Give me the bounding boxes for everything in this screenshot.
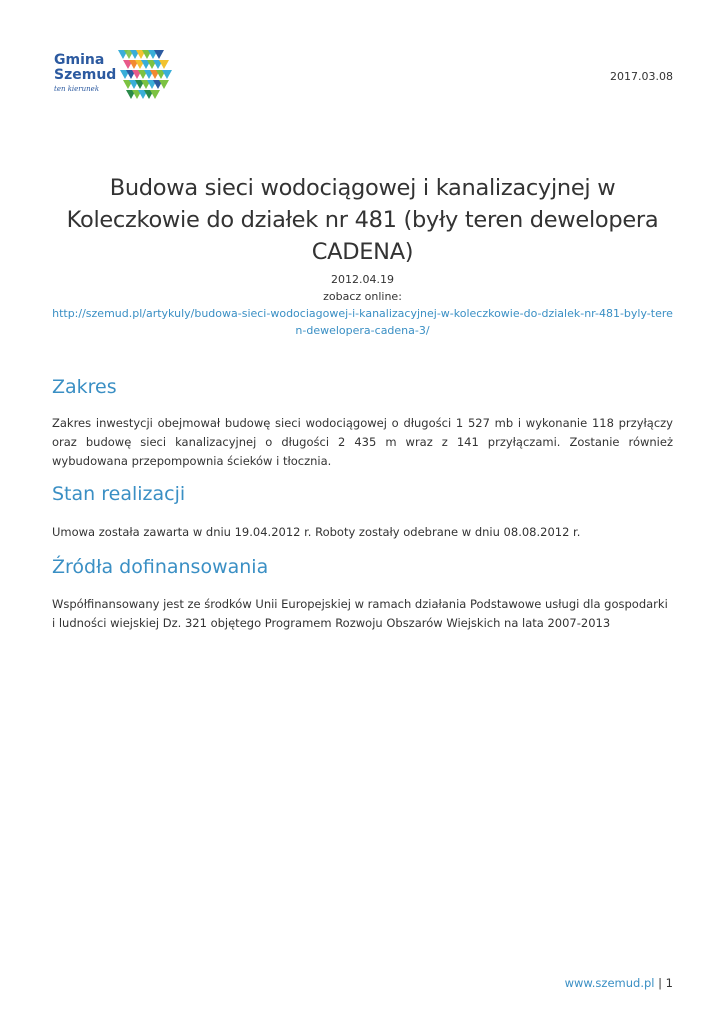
published-date: 2012.04.19: [331, 273, 394, 286]
see-online-label: zobacz online:: [323, 290, 402, 303]
logo-tagline: ten kierunek: [54, 85, 100, 93]
article-url-link[interactable]: http://szemud.pl/artykuly/budowa-sieci-wodociagowej-i-kanalizacyjnej-w-koleczkowie-do-dzialek-nr-481-byly-teren-dewelopera-cadena-3/: [52, 307, 673, 337]
footer-separator: |: [658, 976, 663, 990]
page-footer: [565, 976, 673, 990]
article-title: Budowa sieci wodociągowej i kanalizacyjnej w Koleczkowie do działek nr 481 (były teren dewelopera CADENA): [66, 175, 659, 265]
section-body-zrodla-dofinansowania: Współfinansowany jest ze środków Unii Europejskiej w ramach działania Podstawowe usługi dla gospodarki i ludności wiejskiej Dz. 321 objętego Programem Rozwoju Obszarów Wiejskich na lata 2007-2013: [52, 597, 668, 630]
document-date: 2017.03.08: [610, 70, 673, 83]
footer-site-link[interactable]: www.szemud.pl: [564, 976, 655, 990]
section-heading-zrodla-dofinansowania: Źródła dofinansowania: [52, 556, 269, 578]
article-meta: [52, 271, 673, 339]
section-body-stan-realizacji: Umowa została zawarta w dniu 19.04.2012 r. Roboty zostały odebrane w dniu 08.08.2012 r.: [52, 525, 581, 539]
logo-triangles-icon: [118, 50, 174, 102]
section-body-zakres: Zakres inwestycji obejmował budowę sieci wodociągowej o długości 1 527 mb i wykonanie 118 przyłączy oraz budowę sieci kanalizacyjnej o długości 2 435 m wraz z 141 przyłączami. Zostanie również wybudowana przepompownia ścieków i tłocznia.: [52, 416, 673, 468]
page-number: 1: [665, 976, 673, 990]
logo-text-szemud: Szemud: [54, 67, 117, 83]
logo: [52, 48, 182, 108]
logo-text-gmina: Gmina: [54, 52, 105, 68]
section-heading-stan-realizacji: Stan realizacji: [52, 483, 186, 505]
section-heading-zakres: Zakres: [52, 376, 117, 398]
